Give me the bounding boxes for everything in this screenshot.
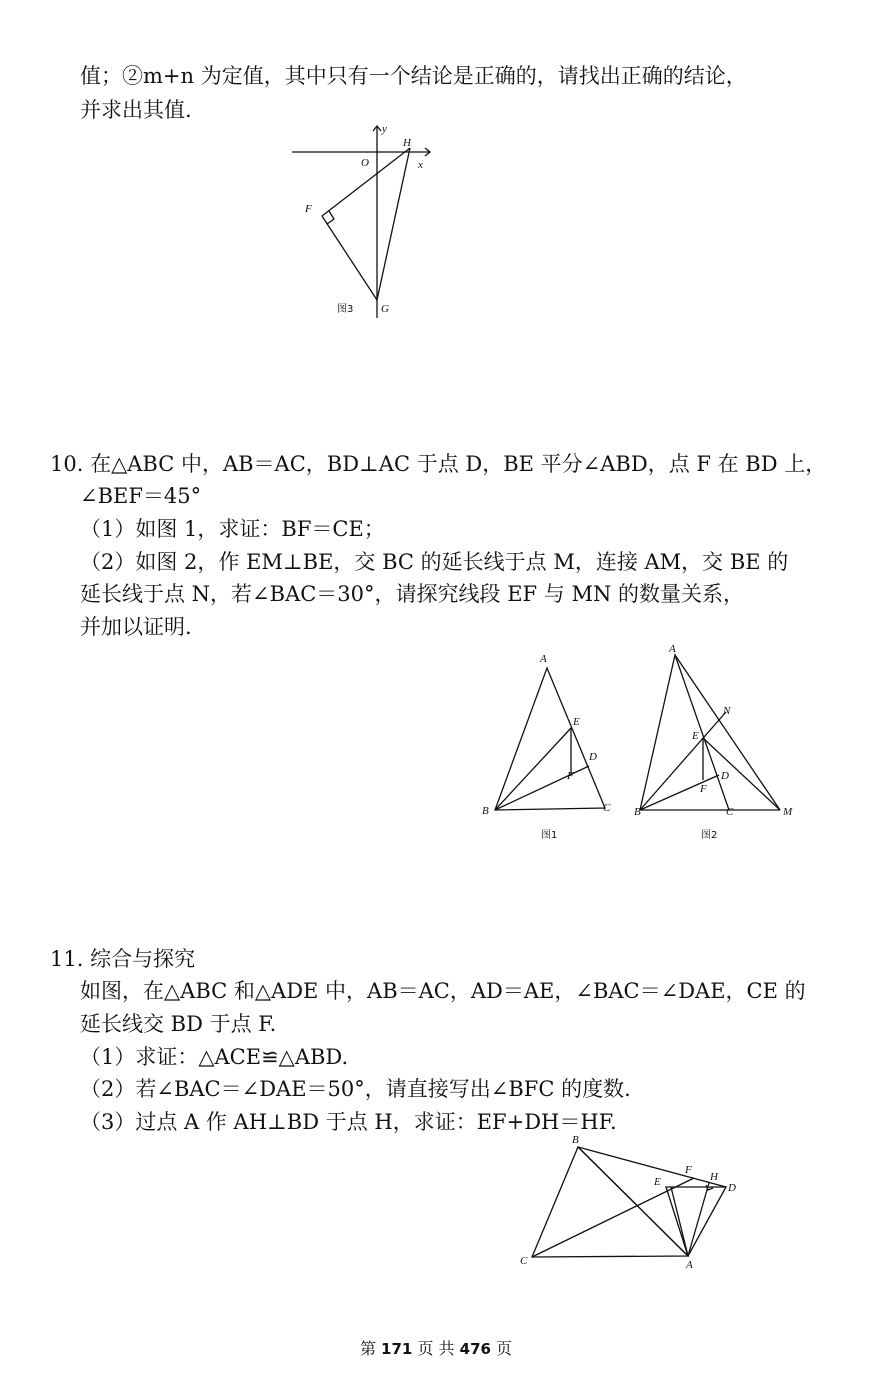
fig2-caption: 图2	[701, 830, 718, 841]
fig2-label-n: N	[723, 705, 731, 717]
fig1-label-a: A	[540, 653, 547, 665]
fig3-label-h: H	[403, 137, 411, 149]
fig3-caption: 图3	[337, 304, 354, 315]
fig4-label-b: B	[572, 1134, 579, 1146]
footer-prefix: 第	[359, 1339, 376, 1358]
total-page-number: 476	[459, 1340, 491, 1358]
fig3-label-y: y	[382, 123, 387, 135]
fig2-label-d: D	[721, 770, 729, 782]
fig3-label-x: x	[418, 159, 423, 171]
fig1-caption: 图1	[541, 830, 558, 841]
text-line: 并加以证明.	[80, 615, 192, 639]
fig2-label-a: A	[669, 643, 676, 655]
text-line: （1）如图 1，求证：BF＝CE；	[80, 517, 385, 541]
fig2-label-b: B	[634, 806, 641, 818]
text-line: 延长线交 BD 于点 F.	[80, 1012, 277, 1036]
page-footer	[0, 1336, 872, 1359]
fig2-label-e: E	[692, 730, 699, 742]
fig1-label-c: C	[603, 802, 611, 814]
fig1-label-e: E	[573, 716, 580, 728]
fig4-label-a: A	[686, 1259, 693, 1270]
fig3-label-f: F	[305, 203, 312, 215]
fig2-label-c: C	[726, 806, 734, 818]
text-line: （2）如图 2，作 EM⊥BE，交 BC 的延长线于点 M，连接 AM，交 BE 的	[80, 550, 789, 574]
footer-mid: 页 共	[417, 1339, 455, 1358]
fig1-label-f: F	[567, 770, 574, 782]
fig3-label-o: O	[361, 157, 369, 169]
text-line: （1）求证：△ACE≌△ABD.	[80, 1045, 349, 1069]
text-line: 并求出其值.	[80, 98, 192, 122]
text-line: 值；②m+n 为定值，其中只有一个结论是正确的，请找出正确的结论，	[80, 64, 747, 88]
text-line: 10. 在△ABC 中，AB＝AC，BD⊥AC 于点 D，BE 平分∠ABD，点 F 在 BD 上，	[50, 452, 827, 476]
footer-suffix: 页	[496, 1339, 513, 1358]
fig2-label-m: M	[783, 806, 793, 818]
figure-1	[475, 648, 625, 848]
fig4-label-e: E	[654, 1176, 661, 1188]
text-line: 11. 综合与探究	[50, 947, 196, 971]
fig2-label-f: F	[700, 783, 707, 795]
figure-3	[285, 118, 445, 323]
figure-4	[510, 1130, 750, 1270]
fig4-label-c: C	[520, 1255, 528, 1267]
text-line: （2）若∠BAC＝∠DAE＝50°，请直接写出∠BFC 的度数.	[80, 1077, 631, 1101]
figure-2	[625, 640, 805, 845]
fig4-label-f: F	[685, 1164, 692, 1176]
current-page-number: 171	[381, 1340, 413, 1358]
fig1-label-d: D	[589, 751, 597, 763]
fig4-label-d: D	[728, 1182, 736, 1194]
fig1-label-b: B	[482, 805, 489, 817]
fig4-label-h: H	[710, 1171, 718, 1183]
text-line: （3）过点 A 作 AH⊥BD 于点 H，求证：EF+DH＝HF.	[80, 1110, 617, 1134]
text-line: ∠BEF＝45°	[80, 484, 202, 508]
text-line: 如图，在△ABC 和△ADE 中，AB＝AC，AD＝AE，∠BAC＝∠DAE，CE 的	[80, 979, 806, 1003]
text-line: 延长线于点 N，若∠BAC＝30°，请探究线段 EF 与 MN 的数量关系，	[80, 582, 745, 606]
fig3-label-g: G	[381, 303, 389, 315]
